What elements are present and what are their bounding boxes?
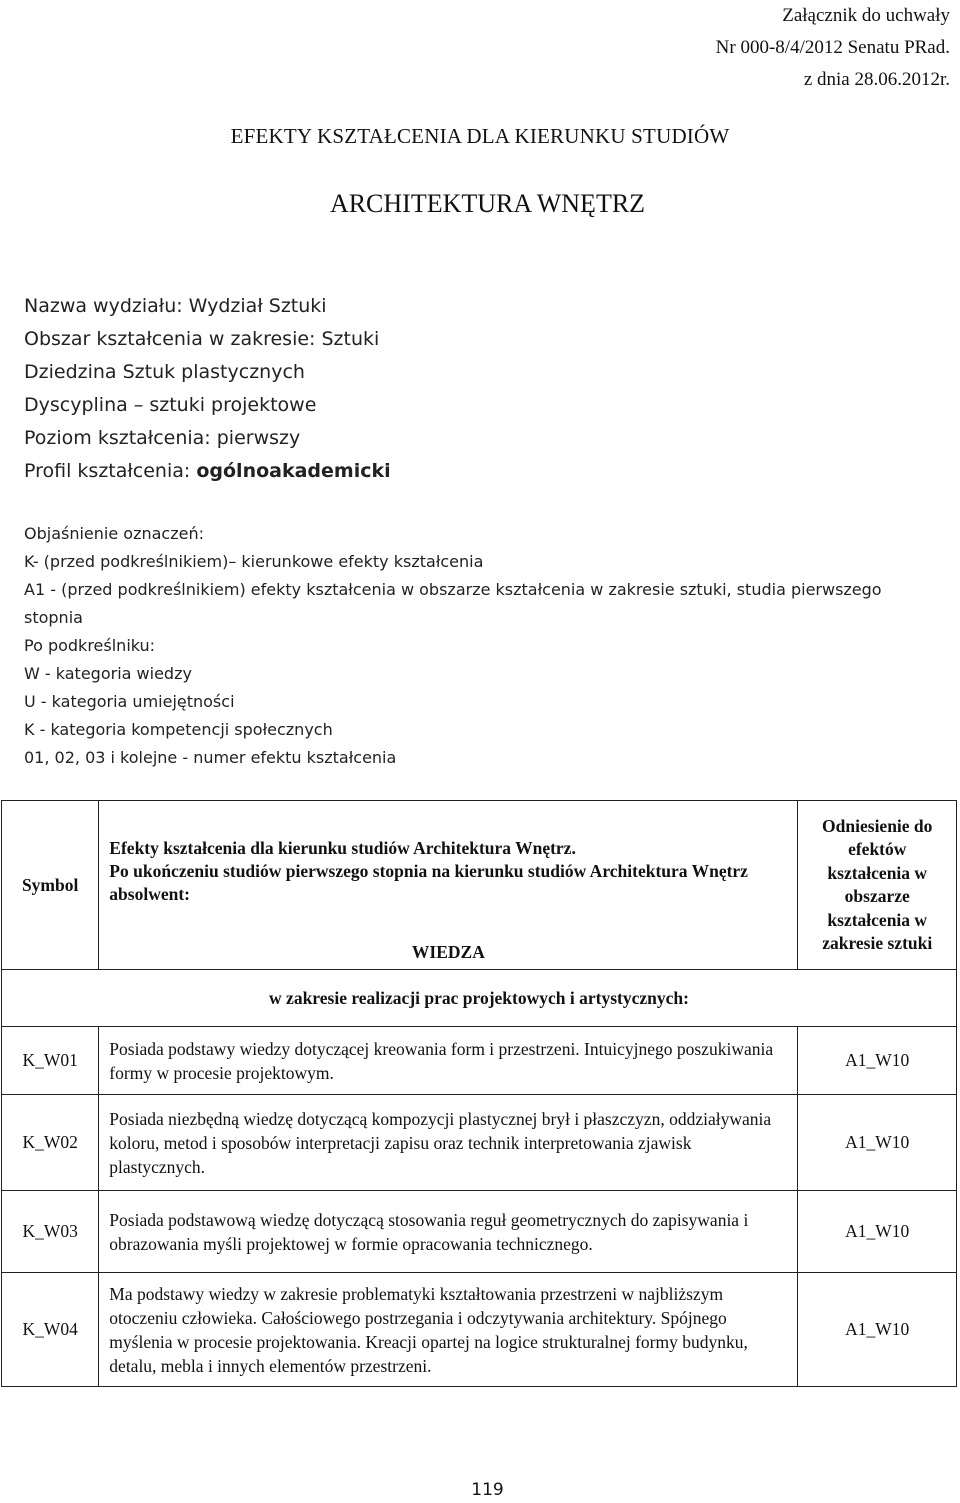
- row-reference: A1_W10: [798, 1191, 957, 1273]
- legend-a1: A1 - (przed podkreślnikiem) efekty kształcenia w obszarze kształcenia w zakresie sztuki, studia pierwszego stopnia: [24, 580, 882, 627]
- header-reference: Odniesienie do efektów kształcenia w obszarze kształcenia w zakresie sztuki: [798, 801, 957, 970]
- row-symbol: K_W04: [2, 1273, 99, 1387]
- legend: [24, 520, 944, 772]
- header-symbol: Symbol: [2, 801, 99, 970]
- legend-k: K- (przed podkreślnikiem)– kierunkowe efekty kształcenia: [24, 552, 484, 571]
- attachment-line-3: z dnia 28.06.2012r.: [803, 69, 950, 90]
- header-category: WIEDZA: [411, 942, 485, 962]
- row-description: Posiada podstawową wiedzę dotyczącą stosowania reguł geometrycznych do zapisywania i obrazowania myśli projektowej w formie opracowania technicznego.: [99, 1191, 798, 1273]
- legend-num: 01, 02, 03 i kolejne - numer efektu kształcenia: [24, 748, 397, 767]
- level-line: Poziom kształcenia: pierwszy: [24, 427, 301, 449]
- table-header-row: [2, 801, 957, 970]
- field-line: Dziedzina Sztuk plastycznych: [24, 361, 305, 383]
- row-symbol: K_W01: [2, 1027, 99, 1095]
- profile-line: [24, 455, 391, 488]
- legend-u: U - kategoria umiejętności: [24, 692, 235, 711]
- header-desc-line-2: Po ukończeniu studiów pierwszego stopnia na kierunku studiów Architektura Wnętrz absolwent:: [109, 861, 748, 904]
- table-row: [2, 1095, 957, 1191]
- table-row: [2, 1273, 957, 1387]
- row-description: Posiada niezbędną wiedzę dotyczącą kompozycji plastycznej brył i płaszczyzn, oddziaływania koloru, metod i sposobów interpretacji zapisu oraz technik interpretowania zjawisk plastycznych.: [99, 1095, 798, 1191]
- row-symbol: K_W02: [2, 1095, 99, 1191]
- row-reference: A1_W10: [798, 1273, 957, 1387]
- program-name: ARCHITEKTURA WNĘTRZ: [329, 189, 646, 218]
- area-line: Obszar kształcenia w zakresie: Sztuki: [24, 328, 380, 350]
- learning-outcomes-table: [1, 800, 957, 1387]
- row-description: Posiada podstawy wiedzy dotyczącej kreowania form i przestrzeni. Intuicyjnego poszukiwania formy w procesie projektowym.: [99, 1027, 798, 1095]
- attachment-line-1: Załącznik do uchwały: [782, 5, 950, 26]
- row-reference: A1_W10: [798, 1095, 957, 1191]
- table-row: [2, 1191, 957, 1273]
- legend-w: W - kategoria wiedzy: [24, 664, 192, 683]
- section-row: [2, 970, 957, 1027]
- row-symbol: K_W03: [2, 1191, 99, 1273]
- program-info: [24, 290, 391, 488]
- legend-heading: Objaśnienie oznaczeń:: [24, 524, 204, 543]
- faculty-line: Nazwa wydziału: Wydział Sztuki: [24, 295, 327, 317]
- row-reference: A1_W10: [798, 1027, 957, 1095]
- row-description: Ma podstawy wiedzy w zakresie problematyki kształtowania przestrzeni w najbliższym otoczeniu człowieka. Całościowego postrzegania i odczytywania architektury. Spójnego myślenia w procesie projektowania. Kreacji opartej na logice strukturalnej formy budynku, detalu, mebla i innych elementów przestrzeni.: [99, 1273, 798, 1387]
- discipline-line: Dyscyplina – sztuki projektowe: [24, 394, 317, 416]
- table-row: [2, 1027, 957, 1095]
- legend-kk: K - kategoria kompetencji społecznych: [24, 720, 333, 739]
- page-number: 119: [471, 1480, 504, 1500]
- legend-after: Po podkreślniku:: [24, 636, 156, 655]
- header-desc-line-1: Efekty kształcenia dla kierunku studiów Architektura Wnętrz.: [109, 838, 576, 858]
- attachment-line-2: Nr 000-8/4/2012 Senatu PRad.: [715, 37, 950, 58]
- document-title: EFEKTY KSZTAŁCENIA DLA KIERUNKU STUDIÓW: [230, 124, 730, 148]
- section-heading: w zakresie realizacji prac projektowych i artystycznych:: [2, 970, 957, 1027]
- header-description: [99, 801, 798, 970]
- attachment-note: [716, 0, 950, 96]
- profile-value: ogólnoakademicki: [196, 460, 391, 482]
- profile-label: Profil kształcenia:: [24, 460, 197, 482]
